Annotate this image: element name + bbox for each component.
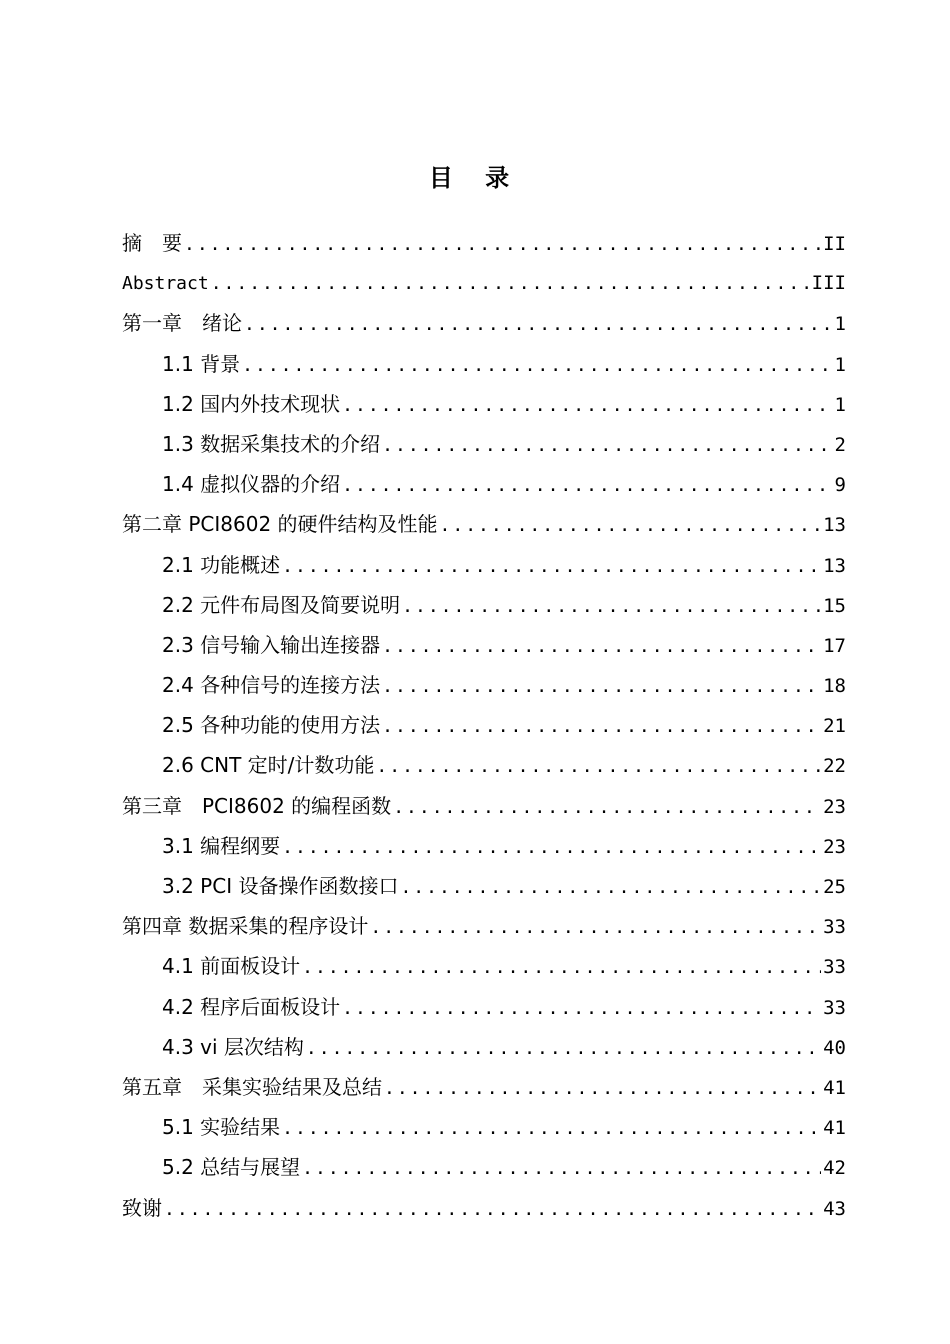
table-of-contents — [122, 223, 846, 1228]
toc-entry[interactable] — [122, 987, 846, 1027]
toc-page-number: 33 — [823, 996, 846, 1019]
toc-entry-label: 3.1 编程纲要 — [162, 833, 281, 858]
toc-page-number: 1 — [834, 353, 846, 376]
toc-page-number: 15 — [823, 594, 846, 617]
toc-page-number: 41 — [823, 1117, 846, 1140]
toc-dot-leader — [384, 1069, 821, 1109]
toc-entry-label: 5.1 实验结果 — [162, 1115, 281, 1140]
toc-entry[interactable] — [122, 303, 846, 343]
toc-entry[interactable] — [122, 1067, 846, 1107]
toc-entry-label: 1.2 国内外技术现状 — [162, 391, 341, 416]
toc-dot-leader — [282, 828, 821, 868]
toc-dot-leader — [370, 908, 821, 948]
toc-dot-leader — [342, 989, 821, 1029]
toc-page-number: 43 — [823, 1197, 846, 1220]
toc-entry[interactable] — [122, 223, 846, 263]
toc-entry-label: 第四章 数据采集的程序设计 — [122, 914, 369, 939]
toc-dot-leader — [306, 1029, 821, 1069]
toc-entry[interactable] — [122, 665, 846, 705]
toc-entry[interactable] — [122, 585, 846, 625]
toc-dot-leader — [342, 466, 832, 506]
toc-entry[interactable] — [122, 1027, 846, 1067]
toc-page-number: 13 — [823, 514, 846, 537]
toc-dot-leader — [382, 627, 821, 667]
toc-entry-label: 4.3 vi 层次结构 — [162, 1034, 304, 1059]
toc-entry-label: 2.3 信号输入输出连接器 — [162, 632, 381, 657]
toc-dot-leader — [244, 305, 833, 345]
toc-dot-leader — [302, 948, 821, 988]
toc-entry[interactable] — [122, 786, 846, 826]
toc-entry[interactable] — [122, 705, 846, 745]
toc-entry-label: 3.2 PCI 设备操作函数接口 — [162, 874, 399, 898]
toc-page-number: 13 — [823, 554, 846, 577]
toc-entry-label: 2.5 各种功能的使用方法 — [162, 713, 381, 738]
toc-page-number: 33 — [823, 956, 846, 979]
toc-entry-label: Abstract — [122, 273, 209, 295]
toc-entry-label: 第五章 采集实验结果及总结 — [122, 1074, 382, 1099]
toc-entry-label: 1.1 背景 — [162, 351, 241, 376]
toc-dot-leader — [440, 506, 822, 546]
toc-dot-leader — [376, 747, 821, 787]
toc-entry-label: 4.2 程序后面板设计 — [162, 994, 341, 1019]
toc-dot-leader — [211, 264, 810, 304]
toc-dot-leader — [282, 1109, 821, 1149]
toc-dot-leader — [164, 1190, 821, 1230]
toc-entry[interactable] — [122, 263, 846, 303]
toc-dot-leader — [184, 225, 821, 265]
toc-page-number: 42 — [823, 1157, 846, 1180]
toc-entry[interactable] — [122, 946, 846, 986]
toc-entry[interactable] — [122, 344, 846, 384]
toc-dot-leader — [342, 386, 832, 426]
toc-dot-leader — [382, 707, 821, 747]
toc-entry[interactable] — [122, 866, 846, 906]
toc-entry[interactable] — [122, 384, 846, 424]
toc-entry-label: 4.1 前面板设计 — [162, 954, 301, 979]
toc-page-number: 1 — [834, 313, 846, 336]
toc-entry[interactable] — [122, 1188, 846, 1228]
toc-entry-label: 第一章 绪论 — [122, 311, 242, 336]
toc-page-number: 23 — [823, 795, 846, 818]
toc-entry-label: 第三章 PCI8602 的编程函数 — [122, 793, 392, 818]
toc-entry-label: 1.4 虚拟仪器的介绍 — [162, 472, 341, 497]
toc-dot-leader — [302, 1149, 821, 1189]
toc-entry-label: 2.1 功能概述 — [162, 552, 281, 577]
toc-page-number: 23 — [823, 835, 846, 858]
toc-entry-label: 2.4 各种信号的连接方法 — [162, 673, 381, 698]
toc-dot-leader — [400, 868, 821, 908]
toc-entry-label: 摘 要 — [122, 231, 182, 255]
toc-entry[interactable] — [122, 464, 846, 504]
toc-entry-label: 第二章 PCI8602 的硬件结构及性能 — [122, 512, 438, 537]
toc-page-number: 25 — [823, 876, 846, 898]
toc-entry[interactable] — [122, 424, 846, 464]
toc-entry-label: 2.6 CNT 定时/计数功能 — [162, 753, 375, 778]
page-title: 目 录 — [428, 164, 522, 192]
toc-page-number: 1 — [834, 393, 846, 416]
toc-entry[interactable] — [122, 1107, 846, 1147]
toc-page-number: 41 — [823, 1076, 846, 1099]
toc-page-number: III — [811, 272, 846, 295]
toc-dot-leader — [282, 547, 821, 587]
toc-entry[interactable] — [122, 906, 846, 946]
toc-page-number: 17 — [823, 634, 846, 657]
toc-entry[interactable] — [122, 545, 846, 585]
toc-dot-leader — [382, 426, 832, 466]
toc-entry[interactable] — [122, 1147, 846, 1187]
toc-page-number: 9 — [834, 474, 846, 497]
toc-dot-leader — [393, 788, 821, 828]
toc-page-number: 33 — [823, 916, 846, 939]
toc-entry[interactable] — [122, 745, 846, 785]
toc-page-number: 18 — [823, 675, 846, 698]
toc-dot-leader — [402, 587, 821, 627]
toc-page-number: 21 — [823, 715, 846, 738]
toc-dot-leader — [382, 667, 821, 707]
toc-page-number: 40 — [823, 1036, 846, 1059]
toc-dot-leader — [242, 346, 832, 386]
toc-entry[interactable] — [122, 826, 846, 866]
toc-page-number: 22 — [823, 755, 846, 778]
toc-entry-label: 5.2 总结与展望 — [162, 1155, 301, 1180]
toc-entry[interactable] — [122, 625, 846, 665]
toc-page-number: 2 — [834, 433, 846, 456]
toc-page-number: II — [823, 233, 846, 255]
toc-entry[interactable] — [122, 504, 846, 544]
toc-entry-label: 致谢 — [122, 1195, 162, 1220]
toc-entry-label: 1.3 数据采集技术的介绍 — [162, 431, 381, 456]
toc-entry-label: 2.2 元件布局图及简要说明 — [162, 592, 401, 617]
